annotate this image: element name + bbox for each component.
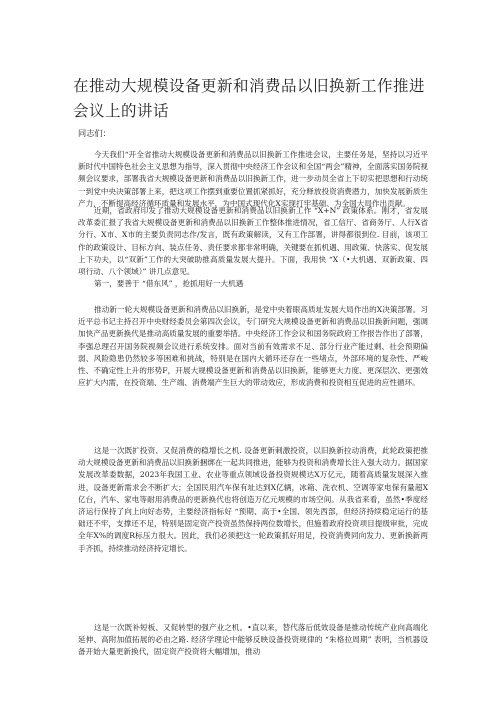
paragraph-4: 这是一次既扩投资、又促消费的稳增长之机. 设备更新刺激投资，以旧换新拉动消费，此轮政策把推动大规模设备更新和消费品以旧换新捆绑在一起共同推进，能够为投资和消费增长注入强大动力。据国家发展改革委数据，2023年我国工业、农业等重点领域设备投资规模达X万亿元，随着高质量发展深入推进，设备更新需求会不断扩大；全国民用汽车保有址达到X亿辆，冰箱、洗衣机、空调等家电保有量超X亿台，汽车、家电等耐用消费品的更新换代也将创造万亿元规模的市场空间。从我省来看，虽然•季度经济运行保持了向上向好态势，主要经济指标好 “预期、高于•全国、领先西部，但经济持续稳定运行的基础还不牢，支撑还不足，特别是固定资产投资虽然保持两位数增长，但施着政府投资项目提级审批，完成全年X%的调度R标压力很大。因此，我们必须把这一轮政策抓好用足，投资消费同向发力、更新换新两手齐抓，持续推动经济持定增长。 (78, 446, 428, 553)
paragraph-5: 这是一次既补短板、又促转型的强产业之机。•直以来，替代落后低效设备是推动传统产业向高端化延伸、高附加值拓展的必由之路. 经济学理论中能够反映设备投资规律的 “朱格拉周期” 表明，当机器设备开始大量更新换代，固定资产投资将大幅增加，推动 (78, 623, 428, 657)
document-title: 在推动大规模设备更新和消费品以旧换新工作推进会议上的讲话 (73, 77, 426, 120)
paragraph-3: 推动新一轮大规模设备更新和消费品以旧换新，是党中央着眼高质址发展大局作出的X决策部署。习近平总书记主持召开中央财经委员会第四次会议，专门研究大规模设备更新和消费品以旧换新问题，强调加快产品更新换代是推动高质量发展的重要举措。中央经济工作会议和国务院政府工作报告作出了部署，李强总理召开国务院视频会议进行系统安排。面对当前有效需求不足、部分行业产能过剩、社会预期偏弱、风险隐患仍然较多等困难和挑战，特别是在国内大循环还存在一些堵点，外部环境的复杂性、严峻性、不确定性上升的形势F，开展大规模设备更新和消费品以旧换新，能够更大力度、更深层次、更强效应扩大内需，在投资端、生产端、消费端产生巨大的带动效应，形成消费和投资相互促进的应性循环。 (78, 305, 428, 388)
salutation: 同志们： (78, 128, 111, 138)
paragraph-2: 近期，省政府印发了推动大规模设备更新和消费品以旧换新工作 “X+N” 政策体系。刚才，省发展改革委汇报了我省大规模设备更新和消费品以旧换新工作整体推进情况，省工信厅、省商务厅、人行X省分行、X市、X市的主要负责同志作/发言，既有政策解读，又有工作部署，讲得都很到位. 目前，该项工作的政策设计、目标方向、装点任务、责任要求都非常明确，关键要在抓机遇、用政策、快落实、促发展上下功夫，以“双新”工作的大突破助推高质量发展大提升。下面，我用快 “X（•大机遇、双新政策、四项行动、八个领域）” 讲几点意见。 (78, 206, 428, 277)
paragraph-1: 今天我们“开全省推动大规模设备更新和消费品以旧换新工作推进会议，主要任务是，坚持以习近平新时代中国特色社会主义思想为指导，深入贯彻中央经济工作会议和全国“两会”精神，全面落实国务院视频会议要求，部署我省大规模设备更新和消费品以旧换新工作，进一步动员全省上下切实把思想和行动统一到党中央决策部署上来，把这项工作摆到重要位置抓紧抓好，充分释放投资消费潜力，加快发展新质生产力，不断提高经济循环质量和发展水平，为中国式现代化X实现打牢基础、为全国大局作出贡献。 (78, 150, 428, 208)
section-heading-1: 第一，要善于 “借东风” ，抢抓用好一大机遇 (94, 279, 244, 288)
